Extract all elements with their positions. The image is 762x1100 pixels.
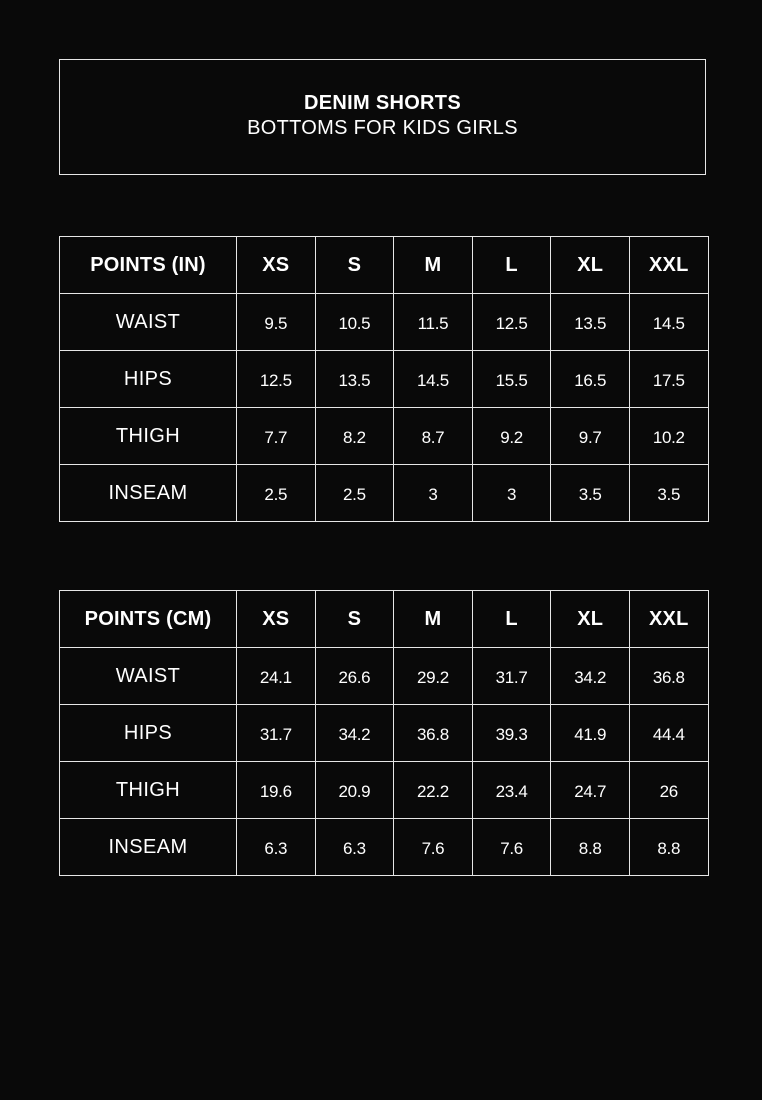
size-header-m: M xyxy=(394,237,473,294)
table-cell: 8.7 xyxy=(394,408,473,465)
table-cell: 10.2 xyxy=(629,408,708,465)
table-cell: 12.5 xyxy=(472,294,551,351)
table-cell: 29.2 xyxy=(394,648,473,705)
size-header-m: M xyxy=(394,591,473,648)
table-cell: 36.8 xyxy=(629,648,708,705)
table-cell: 7.6 xyxy=(394,819,473,876)
table-cell: 3 xyxy=(472,465,551,522)
row-label-waist: WAIST xyxy=(60,648,237,705)
row-label-thigh: THIGH xyxy=(60,408,237,465)
points-header: POINTS (IN) xyxy=(60,237,237,294)
table-cell: 13.5 xyxy=(551,294,630,351)
table-cell: 36.8 xyxy=(394,705,473,762)
row-label-thigh: THIGH xyxy=(60,762,237,819)
table-cell: 26 xyxy=(629,762,708,819)
table-cell: 14.5 xyxy=(629,294,708,351)
table-header-row xyxy=(60,591,709,648)
table-cell: 20.9 xyxy=(315,762,394,819)
table-cell: 34.2 xyxy=(551,648,630,705)
table-cell: 3 xyxy=(394,465,473,522)
table-cell: 23.4 xyxy=(472,762,551,819)
table-cell: 9.7 xyxy=(551,408,630,465)
table-cell: 2.5 xyxy=(315,465,394,522)
table-cell: 41.9 xyxy=(551,705,630,762)
table-cell: 16.5 xyxy=(551,351,630,408)
table-cell: 8.2 xyxy=(315,408,394,465)
size-header-l: L xyxy=(472,591,551,648)
table-row xyxy=(60,294,709,351)
table-cell: 3.5 xyxy=(629,465,708,522)
table-cell: 6.3 xyxy=(237,819,316,876)
table-cell: 26.6 xyxy=(315,648,394,705)
table-row xyxy=(60,465,709,522)
title-box xyxy=(59,59,706,175)
table-cell: 11.5 xyxy=(394,294,473,351)
table-cell: 14.5 xyxy=(394,351,473,408)
table-cell: 3.5 xyxy=(551,465,630,522)
size-header-l: L xyxy=(472,237,551,294)
table-cell: 12.5 xyxy=(237,351,316,408)
table-cell: 15.5 xyxy=(472,351,551,408)
row-label-hips: HIPS xyxy=(60,705,237,762)
table-cell: 39.3 xyxy=(472,705,551,762)
table-cell: 9.2 xyxy=(472,408,551,465)
table-cell: 19.6 xyxy=(237,762,316,819)
table-cell: 2.5 xyxy=(237,465,316,522)
table-cell: 17.5 xyxy=(629,351,708,408)
table-cell: 34.2 xyxy=(315,705,394,762)
size-header-xs: XS xyxy=(237,591,316,648)
row-label-waist: WAIST xyxy=(60,294,237,351)
size-header-xl: XL xyxy=(551,591,630,648)
table-row xyxy=(60,762,709,819)
table-cell: 8.8 xyxy=(551,819,630,876)
table-row xyxy=(60,408,709,465)
points-header: POINTS (CM) xyxy=(60,591,237,648)
size-header-xxl: XXL xyxy=(629,237,708,294)
table-cell: 24.1 xyxy=(237,648,316,705)
size-header-xs: XS xyxy=(237,237,316,294)
row-label-inseam: INSEAM xyxy=(60,465,237,522)
table-cell: 7.7 xyxy=(237,408,316,465)
table-cell: 22.2 xyxy=(394,762,473,819)
table-cell: 9.5 xyxy=(237,294,316,351)
table-row xyxy=(60,819,709,876)
table-cell: 6.3 xyxy=(315,819,394,876)
size-header-xxl: XXL xyxy=(629,591,708,648)
table-header-row xyxy=(60,237,709,294)
size-table-centimeters xyxy=(59,590,709,876)
product-title: DENIM SHORTS xyxy=(304,91,461,114)
product-category: BOTTOMS FOR KIDS GIRLS xyxy=(247,116,518,139)
size-header-s: S xyxy=(315,591,394,648)
size-header-s: S xyxy=(315,237,394,294)
table-row xyxy=(60,705,709,762)
table-cell: 31.7 xyxy=(237,705,316,762)
row-label-inseam: INSEAM xyxy=(60,819,237,876)
table-cell: 13.5 xyxy=(315,351,394,408)
table-cell: 10.5 xyxy=(315,294,394,351)
table-cell: 31.7 xyxy=(472,648,551,705)
table-cell: 8.8 xyxy=(629,819,708,876)
table-row xyxy=(60,351,709,408)
size-table-inches xyxy=(59,236,709,522)
table-cell: 7.6 xyxy=(472,819,551,876)
table-cell: 44.4 xyxy=(629,705,708,762)
table-row xyxy=(60,648,709,705)
row-label-hips: HIPS xyxy=(60,351,237,408)
table-cell: 24.7 xyxy=(551,762,630,819)
size-header-xl: XL xyxy=(551,237,630,294)
